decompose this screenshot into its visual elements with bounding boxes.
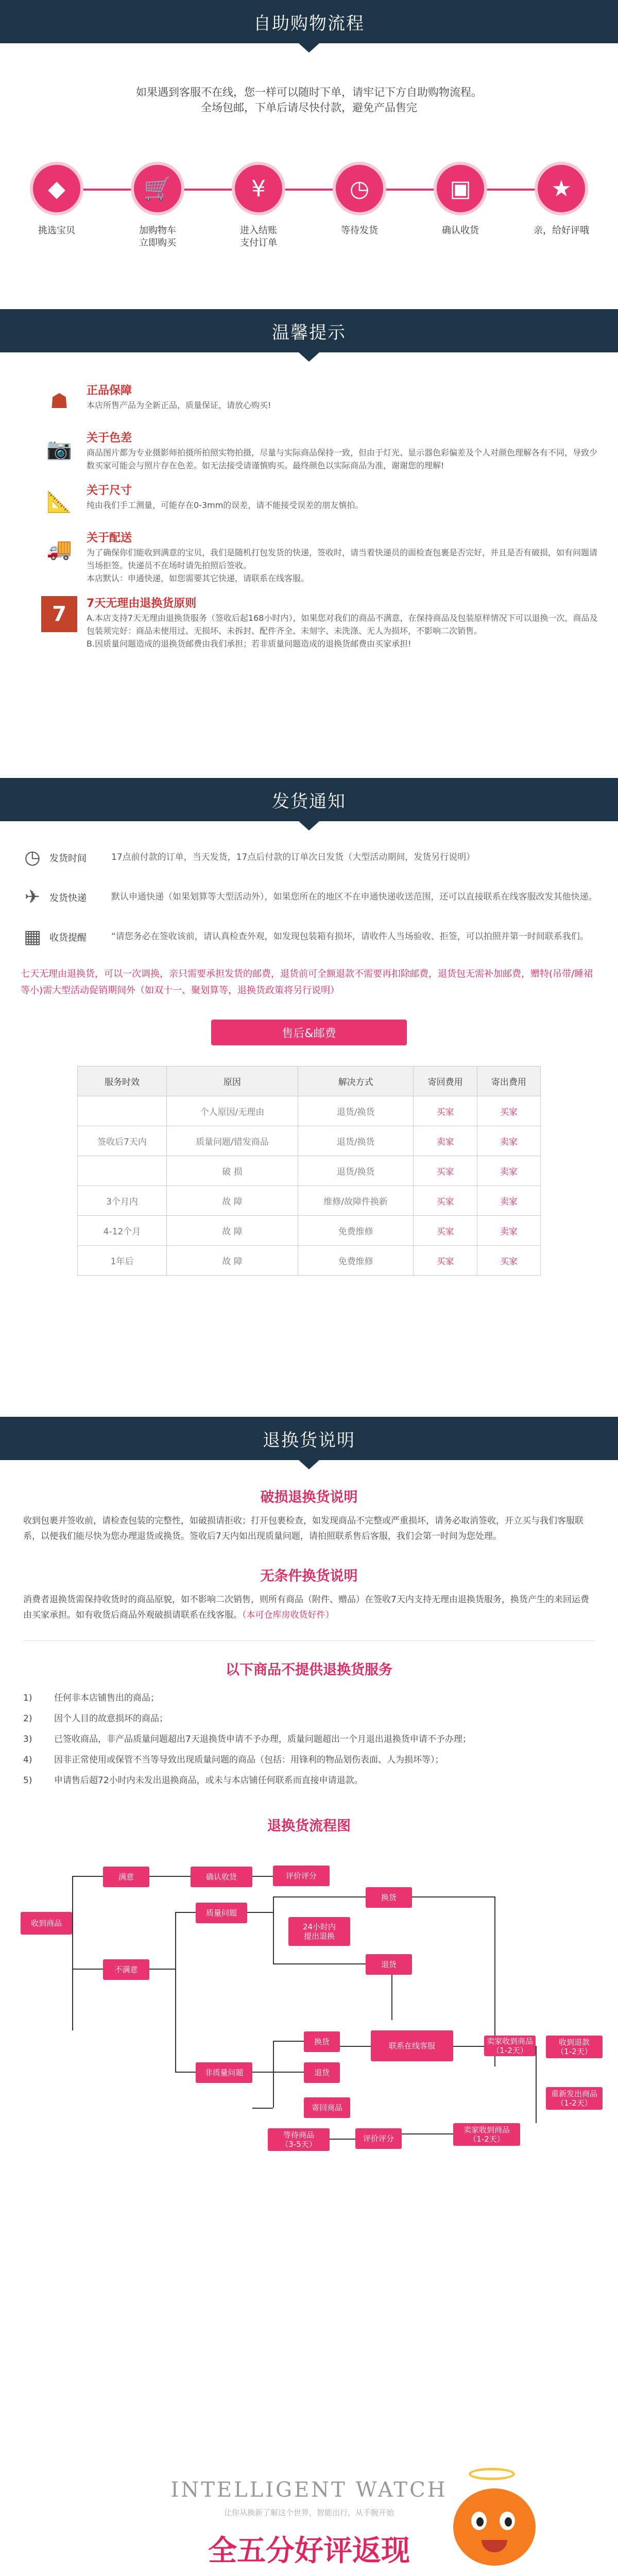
step-confirm	[430, 162, 491, 249]
tip-title: 关于配送	[87, 532, 132, 545]
table-cell: 破 损	[166, 1156, 298, 1186]
unconditional-exchange-text: 消费者退换货需保持收货时的商品原貌，如不影响二次销售，则所有商品（附件、赠品）在签收7天内支持无理由退换货服务，换货产生的来回运费由买家承担。如有收货后商品外观破损请联系在线客服。（本可仓库房收货好件）	[23, 1595, 589, 1620]
flow-seller-receive: 卖家收到商品 （1-2天）	[484, 2036, 536, 2056]
tip-size	[41, 483, 618, 519]
tip-desc: 商品图片都为专业摄影师拍摄所拍照实物拍摄，尽量与实际商品保持一致，但由于灯光、显示器色彩偏差及个人对颜色理解各有不同，导致少数买家可能会与照片存在色差。如无法接受请谨慎购买。最终颜色以实际商品为准，谢谢您的理解!	[87, 448, 598, 470]
shipping-rows	[0, 847, 618, 947]
tip-desc: 本店所售产品为全新正品，质量保证，请放心购买!	[87, 400, 271, 410]
shipping-time-row	[21, 847, 597, 868]
table-row	[78, 1216, 541, 1246]
table-cell	[78, 1096, 167, 1126]
step-label: 确认收货	[442, 225, 479, 236]
table-cell: 质量问题/错发商品	[166, 1126, 298, 1156]
flow-contact24: 24小时内 提出退换	[288, 1917, 350, 1946]
flow-nonquality: 非质量问题	[196, 2062, 252, 2083]
list-item: 4) 因非正常使用或保管不当等导致出现质量问题的商品（包括：用锋利的物品划伤表面、人为损坏等）；	[23, 1755, 444, 1765]
flow-rate: 评价评分	[273, 1866, 330, 1886]
flow-satisfied: 满意	[103, 1867, 149, 1887]
return-policy-note: 七天无理由退换货，可以一次调换，亲只需要承担发货的邮费，退货前可全额退款不需要再扣除邮费，退货包无需补加邮费，赠特(吊带/睡裙等小)需大型活动促销期间外（如双十一、聚划算等，退换货政策将另行说明）	[21, 969, 593, 996]
cashback-title: 全五分好评返现	[208, 2534, 410, 2568]
shipping-receipt-row	[21, 926, 597, 947]
step-label: 挑选宝贝	[38, 225, 75, 236]
table-cell: 故 障	[166, 1246, 298, 1276]
shipping-desc: “请您务必在签收该前，请认真检查外观，如发现包装箱有损坏，请收件人当场验收、拒签，可以拍照并第一时间联系我们。	[111, 931, 589, 942]
flow-contact-cs: 联系在线客服	[371, 2030, 453, 2061]
step-label: 等待发货	[341, 225, 378, 236]
flow-rate-2: 评价评分	[355, 2128, 402, 2149]
table-cell: 买家	[414, 1216, 477, 1246]
step-cart	[127, 162, 188, 249]
tips-banner	[0, 309, 618, 352]
shipping-banner	[0, 778, 618, 821]
flow-waiting: 等待商品 （3-5天）	[268, 2128, 330, 2151]
table-cell: 卖家	[414, 1126, 477, 1156]
brand-title: INTELLIGENT WATCH	[170, 2478, 448, 2502]
after-sale-title: 售后&邮费	[211, 1020, 407, 1045]
angel-mascot-icon	[443, 2468, 546, 2576]
purchase-intro	[0, 84, 618, 115]
table-cell: 4-12个月	[78, 1216, 167, 1246]
tips-title: 温馨提示	[272, 322, 346, 343]
table-cell: 买家	[414, 1156, 477, 1186]
flow-receive: 收到商品	[21, 1912, 72, 1935]
damage-return-text: 收到包裹并签收前，请检查包装的完整性，如破损请拒收；打开包裹检查，如发现商品不完整或严重损坏，请务必取消签收，开立买与我们客服联系，以便我们能尽快为您办理退货或换货。签收后7天内如出现质量问题，请拍照联系售后客服，我们会第一时间为您处理。	[23, 1516, 583, 1541]
table-cell: 3个月内	[78, 1186, 167, 1216]
table-header: 原因	[166, 1066, 298, 1096]
list-item: 1) 任何非本店铺售出的商品；	[23, 1693, 159, 1703]
flow-refund: 收到退款 （1-2天）	[546, 2036, 603, 2058]
no-return-title: 以下商品不提供退换货服务	[226, 1662, 392, 1678]
shipping-courier-row	[21, 887, 597, 908]
brand-subtitle: 让你从换新了解这个世界，智能出行，从手腕开始	[224, 2508, 394, 2517]
table-cell: 卖家	[477, 1126, 540, 1156]
flow-exchange: 换货	[366, 1887, 412, 1908]
box-icon: ▣	[434, 162, 487, 215]
tip-desc: 为了确保你们能收到满意的宝贝，我们是随机打包发货的快递，签收时，请当着快递员的面检查包裹是否完好，并且是否有破损，如有问题请当场拒签。快递员不在场时请先拍照后签收。 本店默认：申通快递，如您需要其它快递，请联系在线客服。	[87, 548, 598, 583]
returns-banner	[0, 1417, 618, 1460]
table-cell: 买家	[414, 1186, 477, 1216]
table-cell: 个人原因/无理由	[166, 1096, 298, 1126]
shipping-label: 收货提醒	[49, 933, 87, 943]
flow-confirm: 确认收货	[191, 1867, 252, 1887]
tip-genuine	[41, 383, 618, 419]
returns-section	[0, 1417, 618, 2175]
unconditional-exchange-title: 无条件换货说明	[260, 1568, 358, 1584]
flow-exchange-2: 换货	[304, 2031, 340, 2052]
returns-title: 退换货说明	[263, 1430, 355, 1451]
table-cell: 买家	[414, 1246, 477, 1276]
table-header-row	[78, 1066, 541, 1096]
table-header: 服务时效	[78, 1066, 167, 1096]
table-cell: 退货/换货	[298, 1126, 414, 1156]
purchase-steps	[26, 162, 592, 249]
review-header	[0, 2463, 618, 2576]
grid-icon: ▦	[23, 926, 41, 947]
step-label: 亲，给好评哦	[534, 225, 589, 236]
list-item: 2) 因个人目的故意损坏的商品；	[23, 1714, 168, 1724]
table-cell: 卖家	[477, 1186, 540, 1216]
table-cell: 买家	[414, 1096, 477, 1126]
return-flowchart	[0, 1845, 618, 2175]
table-cell: 买家	[477, 1096, 540, 1126]
cart-icon: 🛒	[131, 162, 184, 215]
flow-return: 退货	[366, 1954, 412, 1975]
table-row	[78, 1126, 541, 1156]
intro-line-2: 全场包邮，下单后请尽快付款，避免产品售完	[201, 101, 417, 114]
table-cell	[78, 1156, 167, 1186]
table-header: 寄回费用	[414, 1066, 477, 1096]
shipping-desc: 17点前付款的订单，当天发货，17点后付款的订单次日发货（大型活动期间，发货另行说明）	[111, 852, 475, 862]
intro-line-1: 如果遇到客服不在线，您一样可以随时下单，请牢记下方自助购物流程。	[136, 86, 482, 98]
table-cell: 卖家	[477, 1216, 540, 1246]
after-sale-table	[77, 1066, 541, 1276]
diamond-icon: ◆	[30, 162, 83, 215]
table-header: 解决方式	[298, 1066, 414, 1096]
pay-icon: ¥	[232, 162, 285, 215]
table-row	[78, 1246, 541, 1276]
seven-day-icon: 7	[41, 596, 77, 632]
genuine-badge-icon: ☗	[50, 389, 68, 413]
plane-icon: ✈	[24, 887, 41, 908]
flow-quality: 质量问题	[196, 1903, 247, 1923]
tip-title: 关于色差	[87, 432, 132, 445]
shipping-title: 发货通知	[272, 791, 346, 812]
table-cell: 买家	[477, 1246, 540, 1276]
tip-desc: 纯由我们手工测量，可能存在0-3mm的误差，请不能接受误差的朋友慎拍。	[87, 500, 364, 510]
purchase-flow-section	[0, 0, 618, 249]
camera-icon: 📷	[46, 437, 72, 461]
tip-desc: A.本店支持7天无理由退换货服务（签收后起168小时内），如果您对我们的商品不满意，在保持商品及包装原样情况下可以退换一次，商品及包装须完好：商品未使用过、无损坏、未拆封、配件齐全、未刻字、未洗涤、无人为损坏，不影响二次销售。 B.因质量问题造成的退换货邮费由我们承担；若非质量问题造成的退换货邮费由买家承担!	[87, 613, 598, 649]
table-header: 寄出费用	[477, 1066, 540, 1096]
tip-title: 正品保障	[87, 384, 132, 397]
tips-section	[0, 309, 618, 662]
step-wait	[329, 162, 390, 249]
list-item: 3) 已签收商品，非产品质量问题超出7天退换货申请不予办理，质量问题超出一个月退出退换货申请不予办理；	[23, 1734, 471, 1744]
tip-title: 7天无理由退换货原则	[87, 597, 197, 610]
shipping-label: 发货快递	[49, 893, 87, 904]
flow-return-2: 退货	[304, 2062, 340, 2083]
damage-return-title: 破损退换货说明	[260, 1489, 358, 1505]
purchase-flow-title: 自助购物流程	[253, 13, 365, 34]
tip-title: 关于尺寸	[87, 484, 132, 497]
list-item: 5) 申请售后超72小时内未发出退换商品，或未与本店铺任何联系而直接申请退款。	[23, 1775, 363, 1786]
table-row	[78, 1096, 541, 1126]
no-return-list	[23, 1688, 595, 1791]
step-label: 进入结账 支付订单	[240, 225, 277, 248]
table-cell: 免费维修	[298, 1246, 414, 1276]
table-cell: 1年后	[78, 1246, 167, 1276]
flow-unsatisfied: 不满意	[103, 1959, 149, 1980]
table-cell: 退货/换货	[298, 1156, 414, 1186]
table-cell: 故 障	[166, 1216, 298, 1246]
table-cell: 免费维修	[298, 1216, 414, 1246]
shipping-label: 发货时间	[49, 853, 87, 864]
table-cell: 签收后7天内	[78, 1126, 167, 1156]
table-cell: 维修/故障件换新	[298, 1186, 414, 1216]
tip-seven-day	[41, 596, 618, 650]
warehouse-note: （本可仓库房收货好件）	[242, 1610, 334, 1620]
shipping-section	[0, 778, 618, 1276]
ruler-icon: 📐	[46, 489, 72, 514]
step-rate	[530, 162, 592, 249]
table-cell: 卖家	[477, 1156, 540, 1186]
flow-resend: 重新发出商品 （1-2天）	[546, 2087, 603, 2110]
review-section	[0, 2463, 618, 2576]
clock-icon: ◷	[24, 847, 41, 868]
flow-seller-receive-2: 卖家收到商品 （1-2天）	[453, 2123, 520, 2146]
step-choose	[26, 162, 88, 249]
table-row	[78, 1186, 541, 1216]
tip-delivery	[41, 531, 618, 585]
table-row	[78, 1156, 541, 1186]
truck-icon: 🚚	[46, 537, 72, 561]
shipping-desc: 默认申通快递（如果划算等大型活动外），如果您所在的地区不在申通快递收送范围，还可以直接联系在线客服改发其他快递。	[111, 892, 597, 902]
purchase-flow-banner	[0, 0, 618, 43]
return-flowchart-title: 退换货流程图	[267, 1818, 351, 1834]
step-pay	[228, 162, 289, 249]
star-icon: ★	[535, 162, 588, 215]
flow-send-back: 寄回商品	[304, 2097, 350, 2118]
clock-icon: ◷	[333, 162, 386, 215]
table-cell: 故 障	[166, 1186, 298, 1216]
step-label: 加购物车 立即购买	[139, 225, 176, 248]
tip-color	[41, 431, 618, 472]
table-cell: 退货/换货	[298, 1096, 414, 1126]
tips-list	[0, 352, 618, 650]
